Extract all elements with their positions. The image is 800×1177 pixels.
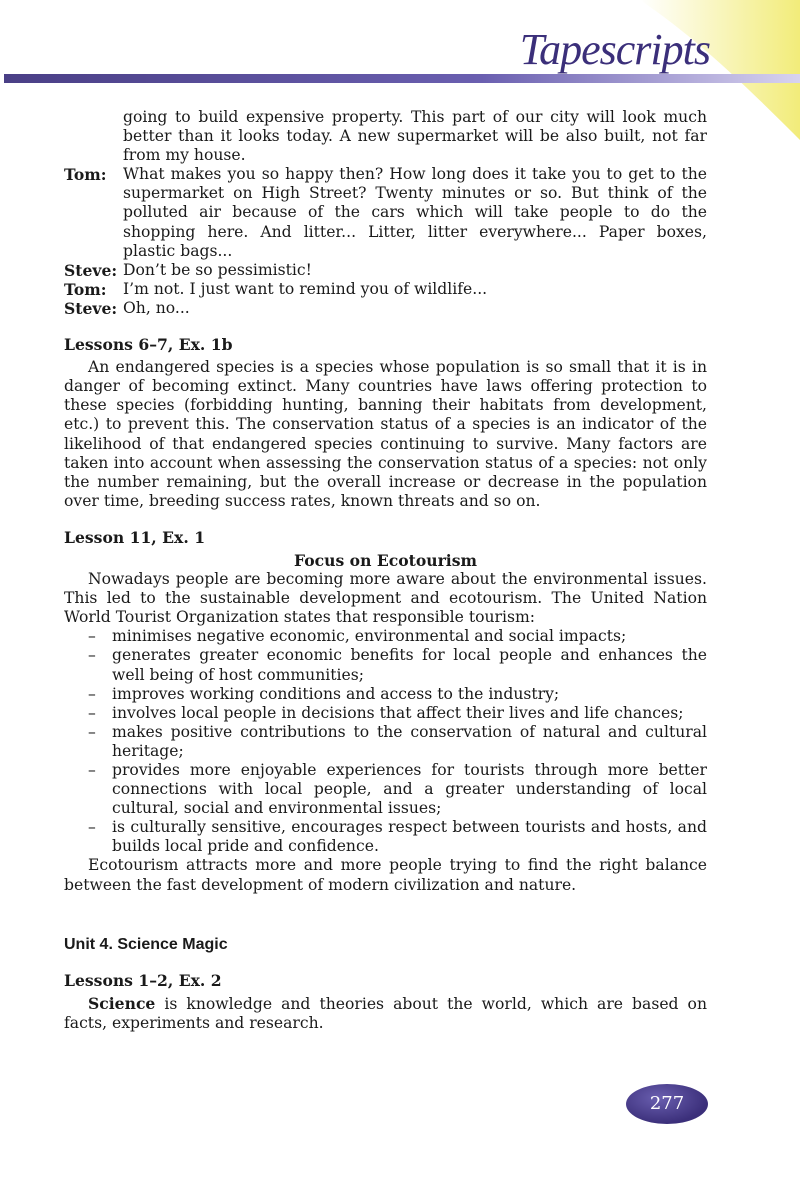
speaker: Steve:: [64, 298, 118, 318]
section-title: Tapescripts: [519, 25, 710, 74]
section-heading: Lesson 11, Ex. 1: [64, 527, 206, 547]
speaker: Tom:: [64, 279, 107, 299]
list-item-text: minimises negative economic, environmental and social impacts;: [112, 627, 627, 646]
paragraph: Ecotourism attracts more and more people trying to find the right balance between the fast development of modern civilization and nature.: [64, 856, 707, 894]
definition: is knowledge and theories about the world, which are based on facts, experiments and research.: [64, 994, 707, 1032]
unit-heading: Unit 4. Science Magic: [64, 935, 228, 953]
subsection-title: Focus on Ecotourism: [294, 550, 477, 570]
utterance: Oh, no...: [123, 298, 190, 317]
utterance: What makes you so happy then? How long does it take you to get to the supermarket on High Street? Twenty minutes or so. But think of the polluted air because of the cars which will take people to do the shopping here. And litter... Litter, litter everywhere... Paper boxes, plastic bags...: [123, 165, 707, 260]
list-item-text: is culturally sensitive, encourages respect between tourists and hosts, and builds local pride and confidence.: [112, 818, 707, 856]
list-item-text: makes positive contributions to the conservation of natural and cultural heritage;: [112, 722, 707, 760]
paragraph: Nowadays people are becoming more aware about the environmental issues. This led to the sustainable development and ecotourism. The United Nation World Tourist Organization states that responsible tourism:: [64, 570, 707, 627]
utterance: Don’t be so pessimistic!: [123, 260, 312, 279]
speaker: Steve:: [64, 260, 118, 280]
dialogue: [64, 165, 707, 318]
list-item: – provides more enjoyable experiences for tourists through more better connections with local people, and a greater understanding of local cultural, social and environmental issues;: [88, 761, 707, 818]
dialogue-line: [64, 280, 707, 299]
list-item: – generates greater economic benefits for local people and enhances the well being of host communities;: [88, 646, 707, 684]
section-heading: Lessons 1–2, Ex. 2: [64, 970, 222, 990]
page-content: [64, 108, 707, 1033]
bullet-list: [64, 627, 707, 856]
continuation-text: going to build expensive property. This part of our city will look much better than it looks today. A new supermarket will be also built, not far from my house.: [123, 108, 707, 165]
list-item-text: generates greater economic benefits for local people and enhances the well being of host communities;: [112, 646, 707, 684]
header-bar: [4, 74, 800, 83]
list-item: – minimises negative economic, environmental and social impacts;: [64, 627, 707, 646]
list-item-text: involves local people in decisions that affect their lives and life chances;: [112, 703, 684, 722]
term: Science: [88, 993, 156, 1013]
section-heading: Lessons 6–7, Ex. 1b: [64, 335, 233, 355]
dialogue-line: [64, 299, 707, 318]
list-item-text: provides more enjoyable experiences for tourists through more better connections with local people, and a greater understanding of local cultural, social and environmental issues;: [112, 761, 707, 818]
list-item-text: improves working conditions and access to the industry;: [112, 684, 560, 703]
speaker: Tom:: [64, 165, 107, 185]
dialogue-line: [64, 261, 707, 280]
list-item: – involves local people in decisions that affect their lives and life chances;: [64, 704, 707, 723]
dialogue-line: [64, 165, 707, 260]
list-item: – is culturally sensitive, encourages respect between tourists and hosts, and builds local pride and confidence.: [88, 818, 707, 856]
page-number: 277: [626, 1084, 708, 1124]
list-item: – improves working conditions and access to the industry;: [64, 685, 707, 704]
utterance: I’m not. I just want to remind you of wildlife...: [123, 279, 488, 298]
list-item: – makes positive contributions to the conservation of natural and cultural heritage;: [88, 722, 707, 760]
paragraph: [64, 994, 707, 1033]
paragraph: An endangered species is a species whose population is so small that it is in danger of becoming extinct. Many countries have laws offering protection to these species (forbidding hunting, banning their habitats from development, etc.) to prevent this. The conservation status of a species is an indicator of the likelihood of that endangered species continuing to survive. Many factors are taken into account when assessing the conservation status of a species: not only the number remaining, but the overall increase or decrease in the population over time, breeding success rates, known threats and so on.: [64, 358, 707, 510]
